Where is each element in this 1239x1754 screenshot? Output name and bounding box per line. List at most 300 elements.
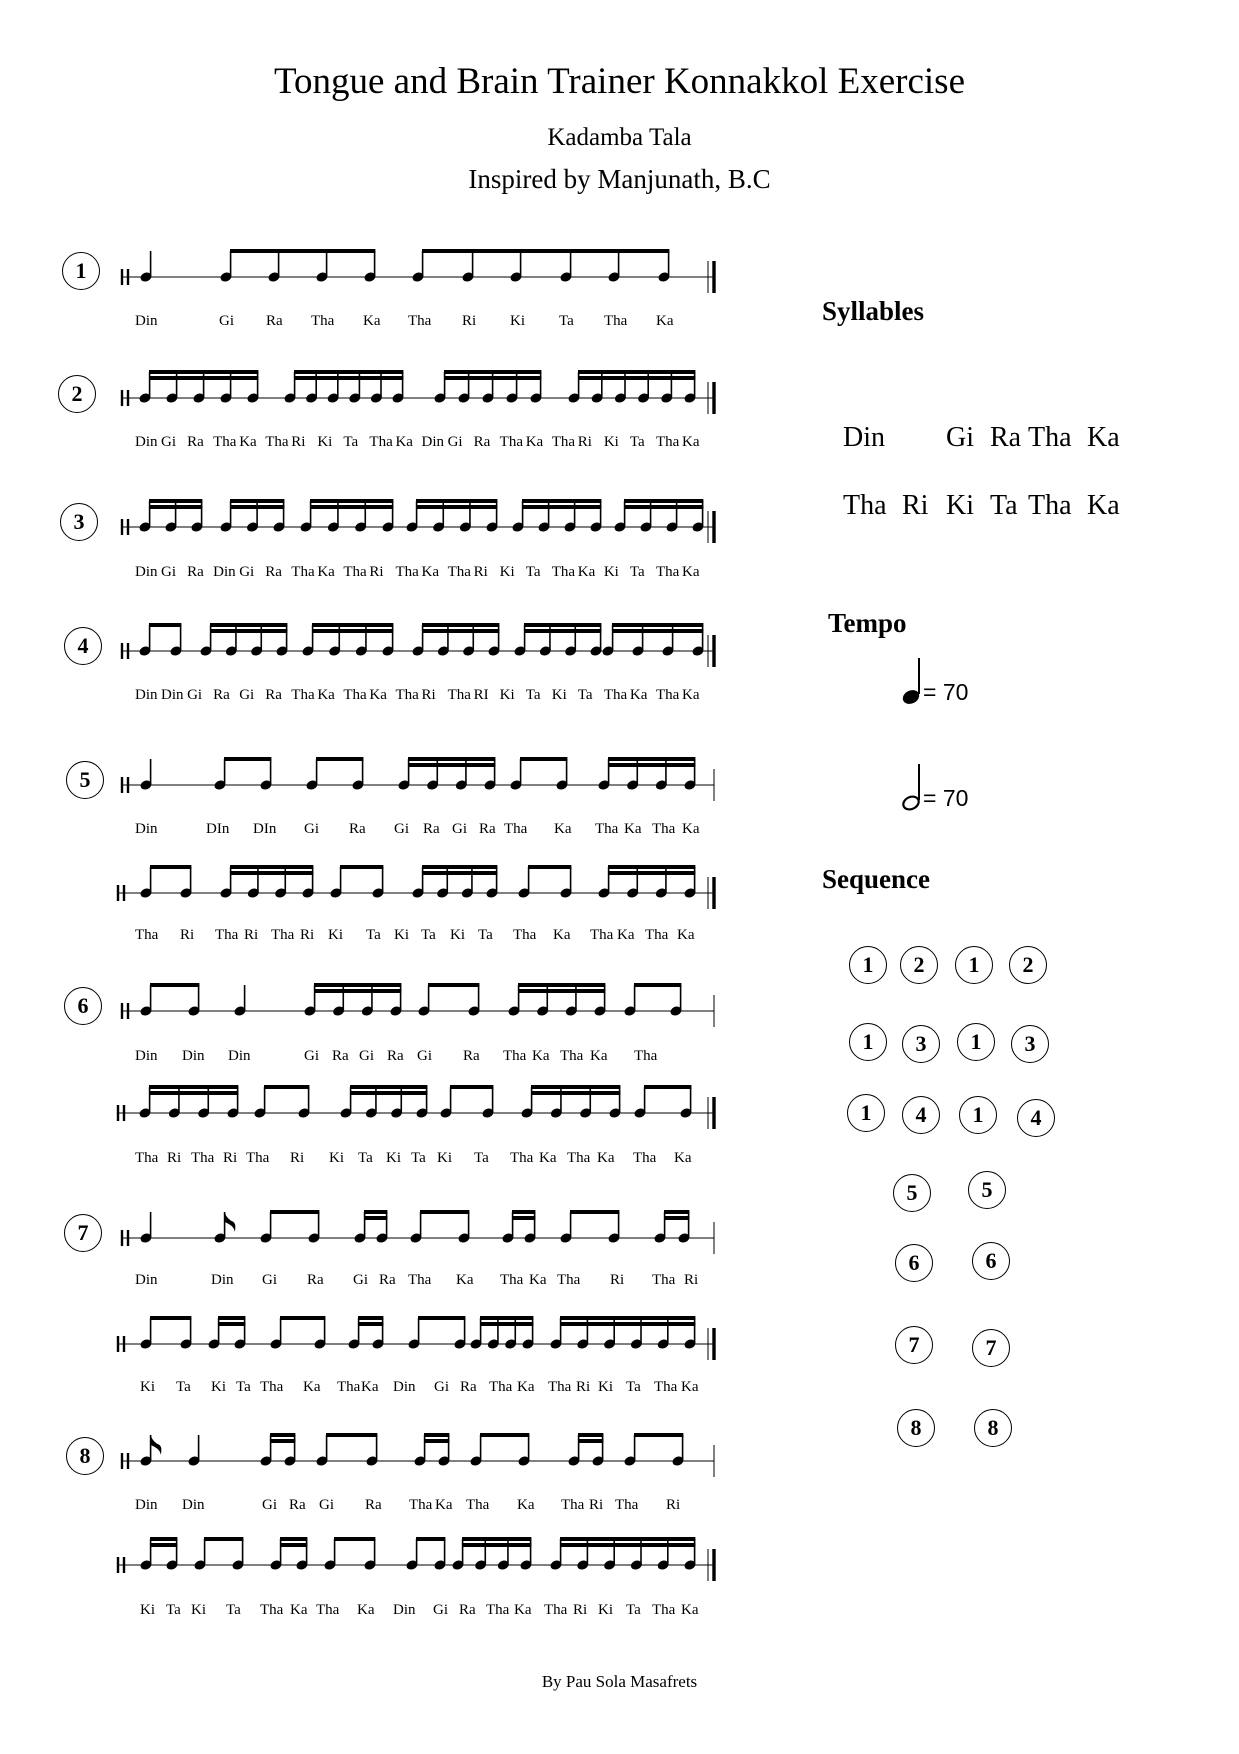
note-beam <box>149 1085 238 1089</box>
syllable-label: Ka <box>369 687 387 703</box>
tempo-half-value: = 70 <box>923 785 969 811</box>
note-beam <box>664 1216 689 1220</box>
sequence-step: 3 <box>1011 1025 1049 1063</box>
sequence-step: 6 <box>895 1244 933 1282</box>
syllable-label: Tha <box>191 1150 215 1166</box>
syllable-label: Ta <box>577 687 593 703</box>
syllable-label: Tha <box>486 1602 510 1618</box>
note-beam <box>280 1537 307 1541</box>
syllable-label: Ta <box>629 564 645 580</box>
exercise-number: 3 <box>60 503 98 541</box>
syllable-label: Ta <box>421 927 436 943</box>
exercise-number: 1 <box>62 252 100 290</box>
syllable-label: Ra <box>479 821 496 837</box>
note-beam <box>230 249 375 253</box>
note-beam <box>230 865 313 869</box>
note-beam <box>422 249 669 253</box>
syllable-label: Tha <box>260 1379 284 1395</box>
note-beam <box>149 623 181 627</box>
syllable-label: Tha <box>548 1379 572 1395</box>
sequence-step: 1 <box>847 1094 885 1132</box>
page-title: Tongue and Brain Trainer Konnakkol Exercise <box>273 61 965 102</box>
note-beam <box>462 1543 531 1547</box>
tempo-quarter-value: = 70 <box>923 679 969 705</box>
sequence-step: 8 <box>974 1409 1012 1447</box>
syllable-label: Ka <box>514 1602 532 1618</box>
syllable-label: Tha <box>408 1272 432 1288</box>
note-beam <box>270 1210 319 1214</box>
note-beam <box>416 499 497 503</box>
exercise-number: 5 <box>66 761 104 799</box>
syllable-label: Ka <box>597 1150 615 1166</box>
syllable-label: Ra <box>307 1272 324 1288</box>
note-beam <box>230 871 313 875</box>
syllable-label: Ka <box>590 1048 608 1064</box>
syllable-label: Din <box>161 687 184 703</box>
syllable-label: Ri <box>666 1497 681 1513</box>
syllable-label: Tha <box>271 927 295 943</box>
note-beam <box>624 499 703 503</box>
syllable-label: Tha <box>337 1379 361 1395</box>
syllable-label: Ki <box>598 1602 613 1618</box>
note-beam <box>578 376 695 380</box>
syllable-label: Ra <box>365 1497 382 1513</box>
author-credit: By Pau Sola Masafrets <box>541 1672 698 1691</box>
syllable-label: Gi <box>304 821 319 837</box>
note-beam <box>608 865 695 869</box>
note-beam <box>149 376 258 380</box>
note-beam <box>230 505 284 509</box>
note-beam <box>314 989 401 993</box>
syllable-label: Gi <box>187 687 203 703</box>
syllable-label: Ta <box>525 687 541 703</box>
note-beam <box>326 1433 377 1437</box>
syllable-label: Ki <box>510 313 525 329</box>
syllable-label: Tha <box>316 1602 340 1618</box>
note-beam <box>422 629 499 633</box>
syllable-label: Gi <box>417 1048 432 1064</box>
note-beam <box>150 983 199 987</box>
syllable-label: Tha <box>311 313 335 329</box>
syllable-label: Ri <box>167 1150 182 1166</box>
syllable-label: Tha <box>590 927 614 943</box>
note-beam <box>570 1210 619 1214</box>
syllable-label: Tha <box>343 687 367 703</box>
syllable-label: Tha <box>557 1272 581 1288</box>
note-beam <box>270 1439 295 1443</box>
syllable-label: DIn <box>253 821 277 837</box>
note-beam <box>644 1085 691 1089</box>
syllable-label: Ra <box>332 1048 349 1064</box>
syllable-label: Ki <box>329 1150 344 1166</box>
note-beam <box>578 370 695 374</box>
syllable-label: Tha <box>560 1048 584 1064</box>
syllable-label: Tha <box>500 1272 524 1288</box>
note-beam <box>522 505 601 509</box>
syllable-label: Tha <box>595 821 619 837</box>
syllable-label: Tha <box>369 434 393 450</box>
note-beam <box>334 1537 375 1541</box>
note-beam <box>294 370 403 374</box>
note-beam <box>210 623 287 627</box>
note-beam <box>560 1322 695 1326</box>
note-beam <box>204 1537 243 1541</box>
syllable-label: Tha <box>215 927 239 943</box>
note-beam <box>310 499 393 503</box>
note-beam <box>270 1433 295 1437</box>
syllable-label: Din <box>228 1048 251 1064</box>
syllable-label: Ki <box>603 434 619 450</box>
syllable-label: Ka <box>525 434 544 450</box>
syllable-label: Ka <box>577 564 596 580</box>
note-beam <box>224 757 271 761</box>
note-beam <box>312 629 393 633</box>
syllable-label: Ta <box>478 927 493 943</box>
syllable-label: Ra <box>423 821 440 837</box>
syllable-item: Ka <box>1087 422 1120 453</box>
note-beam <box>310 505 393 509</box>
syllable-label: Din <box>213 564 236 580</box>
syllable-label: Ra <box>459 1602 476 1618</box>
syllable-label: Gi <box>239 687 255 703</box>
note-beam <box>364 1210 387 1214</box>
syllable-label: Gi <box>219 313 234 329</box>
note-beam <box>444 370 541 374</box>
sequence-step: 7 <box>972 1329 1010 1367</box>
syllable-label: Tha <box>291 564 315 580</box>
syllable-label: Ka <box>617 927 635 943</box>
syllable-label: Tha <box>551 564 576 580</box>
syllable-label: Ra <box>265 564 282 580</box>
syllable-label: Tha <box>652 1602 676 1618</box>
syllable-label: Ri <box>577 434 592 450</box>
syllable-label: Ka <box>681 1379 699 1395</box>
syllable-label: Ka <box>363 313 381 329</box>
syllable-label: Ri <box>684 1272 699 1288</box>
syllable-label: Din <box>135 313 158 329</box>
syllable-label: Ka <box>317 687 335 703</box>
syllable-label: Ka <box>682 564 700 580</box>
syllable-label: Ka <box>629 687 648 703</box>
note-beam <box>280 1316 325 1320</box>
sequence-step: 7 <box>895 1326 933 1364</box>
syllable-label: Ka <box>395 434 413 450</box>
note-beam <box>149 1091 238 1095</box>
syllable-label: Ki <box>603 564 619 580</box>
syllable-label: Gi <box>262 1497 277 1513</box>
sequence-step: 1 <box>955 946 993 984</box>
note-beam <box>512 1216 535 1220</box>
syllable-label: Ki <box>191 1602 206 1618</box>
syllable-label: Ri <box>223 1150 238 1166</box>
syllable-item: Tha <box>1028 490 1072 521</box>
syllable-label: Ka <box>435 1497 453 1513</box>
syllable-label: Ri <box>300 927 315 943</box>
note-beam <box>424 1439 449 1443</box>
syllable-label: Ki <box>211 1379 226 1395</box>
syllable-label: Din <box>182 1497 205 1513</box>
syllable-label: Ka <box>682 821 700 837</box>
sequence-step: 1 <box>849 1023 887 1061</box>
syllable-label: Ri <box>180 927 195 943</box>
syllable-label: Tha <box>634 1048 658 1064</box>
note-beam <box>522 499 601 503</box>
syllable-label: Ri <box>573 1602 588 1618</box>
note-beam <box>480 1322 533 1326</box>
note-beam <box>524 623 601 627</box>
sequence-step: 1 <box>957 1023 995 1061</box>
sequence-step: 2 <box>1009 946 1047 984</box>
syllable-label: Ki <box>140 1602 155 1618</box>
tempo-heading: Tempo <box>828 608 907 638</box>
note-beam <box>608 871 695 875</box>
syllable-label: Ka <box>456 1272 474 1288</box>
syllable-label: Ra <box>387 1048 404 1064</box>
syllable-label: Ra <box>187 564 204 580</box>
exercise-number: 6 <box>64 987 102 1025</box>
exercise-number: 7 <box>64 1214 102 1252</box>
syllables-heading: Syllables <box>822 296 925 326</box>
note-beam <box>444 376 541 380</box>
syllable-label: Tha <box>291 687 315 703</box>
syllable-label: Din <box>393 1602 416 1618</box>
note-beam <box>150 1316 191 1320</box>
syllable-label: Ka <box>421 564 440 580</box>
syllable-label: Tha <box>504 821 528 837</box>
syllable-label: Tha <box>260 1602 284 1618</box>
syllable-label: Ki <box>317 434 333 450</box>
syllable-label: Gi <box>452 821 467 837</box>
syllable-label: Ri <box>369 564 384 580</box>
syllable-label: Ka <box>624 821 642 837</box>
syllable-label: Ki <box>598 1379 613 1395</box>
syllable-label: Ka <box>317 564 335 580</box>
sequence-step: 4 <box>1017 1099 1055 1137</box>
syllable-item: Tha <box>1028 422 1072 453</box>
note-beam <box>560 1316 695 1320</box>
syllable-label: Ki <box>140 1379 155 1395</box>
syllable-label: Tha <box>655 687 680 703</box>
syllable-label: Din <box>135 821 158 837</box>
syllable-label: Ki <box>437 1150 452 1166</box>
syllable-label: Ri <box>462 313 477 329</box>
note-beam <box>408 757 495 761</box>
syllable-label: Ta <box>176 1379 191 1395</box>
syllable-label: Din <box>135 1048 158 1064</box>
syllable-label: RI <box>473 687 489 703</box>
syllable-label: Ka <box>553 927 571 943</box>
syllable-label: Din <box>211 1272 234 1288</box>
syllable-label: Tha <box>135 1150 159 1166</box>
syllable-label: Gi <box>161 434 177 450</box>
note-beam <box>608 763 695 767</box>
syllable-label: Ka <box>361 1379 379 1395</box>
syllable-label: Tha <box>567 1150 591 1166</box>
note-beam <box>520 757 567 761</box>
syllable-label: Tha <box>343 564 367 580</box>
syllable-item: Ri <box>902 490 929 521</box>
syllable-label: Ra <box>213 687 230 703</box>
syllable-label: Tha <box>604 313 628 329</box>
syllable-label: Ta <box>626 1602 641 1618</box>
note-beam <box>512 1210 535 1214</box>
syllable-label: Ka <box>357 1602 375 1618</box>
syllable-label: Ki <box>551 687 567 703</box>
syllable-label: Ka <box>529 1272 547 1288</box>
note-beam <box>150 1543 177 1547</box>
note-beam <box>422 623 499 627</box>
note-beam <box>634 983 681 987</box>
note-beam <box>218 1316 245 1320</box>
syllable-label: Gi <box>319 1497 334 1513</box>
note-beam <box>518 989 605 993</box>
syllable-label: Ri <box>610 1272 625 1288</box>
syllable-item: Din <box>843 422 885 453</box>
note-beam <box>149 505 202 509</box>
note-beam <box>420 1210 469 1214</box>
syllable-label: Din <box>421 434 445 450</box>
syllable-label: Tha <box>499 434 523 450</box>
syllable-label: Ra <box>349 821 366 837</box>
sequence-step: 5 <box>893 1174 931 1212</box>
note-beam <box>634 1433 683 1437</box>
exercise-number: 8 <box>66 1437 104 1475</box>
syllable-label: Tha <box>544 1602 568 1618</box>
syllable-label: Ta <box>559 313 574 329</box>
syllable-label: Ri <box>290 1150 305 1166</box>
note-beam <box>294 376 403 380</box>
syllable-label: Ka <box>554 821 572 837</box>
syllable-label: Tha <box>265 434 289 450</box>
note-beam <box>560 1543 695 1547</box>
syllable-label: Ta <box>236 1379 251 1395</box>
syllable-label: Gi <box>304 1048 319 1064</box>
note-beam <box>364 1216 387 1220</box>
syllable-label: Ri <box>576 1379 591 1395</box>
syllable-label: Tha <box>447 687 471 703</box>
note-beam <box>422 865 497 869</box>
sequence-step: 1 <box>959 1096 997 1134</box>
syllable-label: Ta <box>226 1602 241 1618</box>
syllable-label: Tha <box>395 564 419 580</box>
note-flag <box>151 1435 162 1455</box>
syllable-label: Gi <box>161 564 177 580</box>
syllable-label: Ka <box>681 1602 699 1618</box>
syllable-label: Ka <box>239 434 257 450</box>
syllable-label: Din <box>135 1497 158 1513</box>
syllable-label: Tha <box>510 1150 534 1166</box>
sequence-step: 1 <box>849 946 887 984</box>
syllable-label: Ra <box>289 1497 306 1513</box>
syllable-label: Ki <box>499 687 515 703</box>
syllable-label: Tha <box>135 927 159 943</box>
syllable-label: Tha <box>652 1272 676 1288</box>
note-beam <box>578 1433 603 1437</box>
syllable-label: Tha <box>246 1150 270 1166</box>
note-beam <box>462 1537 531 1541</box>
sequence-heading: Sequence <box>822 864 930 894</box>
syllable-label: Ri <box>244 927 259 943</box>
syllable-label: Gi <box>434 1379 449 1395</box>
syllable-label: Tha <box>213 434 237 450</box>
sequence-step: 8 <box>897 1409 935 1447</box>
syllable-label: Tha <box>652 821 676 837</box>
syllable-label: Tha <box>408 313 432 329</box>
note-beam <box>528 865 571 869</box>
syllable-label: Din <box>182 1048 205 1064</box>
syllable-label: Ta <box>166 1602 181 1618</box>
note-beam <box>531 1085 620 1089</box>
syllable-label: Din <box>393 1379 416 1395</box>
note-beam <box>418 1316 465 1320</box>
note-beam <box>150 865 191 869</box>
note-beam <box>316 757 363 761</box>
syllable-label: Ka <box>517 1497 535 1513</box>
note-beam <box>210 629 287 633</box>
note-beam <box>624 505 703 509</box>
note-beam <box>314 983 401 987</box>
note-beam <box>340 865 383 869</box>
exercise-number: 4 <box>64 627 102 665</box>
syllable-label: Ra <box>187 434 204 450</box>
syllable-label: Ka <box>656 313 674 329</box>
syllable-label: Din <box>135 687 158 703</box>
syllable-label: Din <box>135 434 158 450</box>
syllable-label: Ki <box>499 564 515 580</box>
syllable-label: Ri <box>589 1497 604 1513</box>
syllable-label: Ri <box>291 434 306 450</box>
syllable-label: Ra <box>473 434 491 450</box>
note-beam <box>280 1543 307 1547</box>
syllable-label: Tha <box>513 927 537 943</box>
sequence-step: 5 <box>968 1171 1006 1209</box>
syllable-label: Tha <box>654 1379 678 1395</box>
note-beam <box>524 629 601 633</box>
syllable-label: Ka <box>532 1048 550 1064</box>
syllable-label: Ka <box>674 1150 692 1166</box>
note-beam <box>428 983 479 987</box>
syllable-label: Ka <box>290 1602 308 1618</box>
syllable-label: Tha <box>503 1048 527 1064</box>
syllable-item: Gi <box>946 422 974 453</box>
syllable-label: Gi <box>239 564 255 580</box>
note-beam <box>480 1316 533 1320</box>
note-beam <box>518 983 605 987</box>
syllable-label: Tha <box>561 1497 585 1513</box>
note-beam <box>422 871 497 875</box>
syllable-label: Ta <box>343 434 359 450</box>
syllable-label: Ra <box>265 687 282 703</box>
syllable-item: Tha <box>843 490 887 521</box>
note-beam <box>149 370 258 374</box>
note-beam <box>150 1537 177 1541</box>
syllable-label: Ta <box>411 1150 426 1166</box>
syllable-item: Ki <box>946 490 974 521</box>
note-beam <box>149 499 202 503</box>
syllable-label: Tha <box>603 687 628 703</box>
note-beam <box>531 1091 620 1095</box>
syllable-label: Ta <box>366 927 381 943</box>
syllable-label: DIn <box>206 821 230 837</box>
syllable-label: Ta <box>629 434 645 450</box>
syllable-label: Ka <box>682 434 700 450</box>
note-beam <box>664 1210 689 1214</box>
syllable-item: Ka <box>1087 490 1120 521</box>
syllable-label: Tha <box>655 434 680 450</box>
syllable-label: Tha <box>655 564 680 580</box>
syllable-label: Ta <box>525 564 541 580</box>
note-beam <box>350 1085 427 1089</box>
